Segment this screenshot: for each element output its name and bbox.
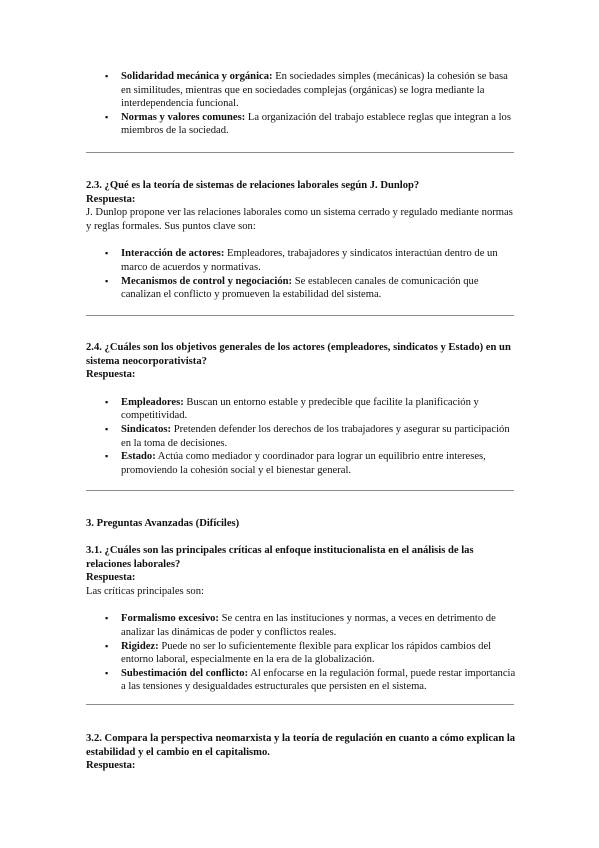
list-item-text: Pretenden defender los derechos de los trabajadores y asegurar su participación en la toma de decisiones. (121, 423, 510, 449)
question-2-3 (86, 179, 516, 302)
list-item-text: Al enfocarse en la regulación formal, puede restar importancia a las tensiones y desigualdades estructurales que persisten en el sistema. (121, 667, 516, 693)
list-item (86, 111, 516, 138)
list-item-text: Empleadores, trabajadores y sindicatos interactúan dentro de un marco de acuerdos y normativas. (121, 248, 498, 273)
list-item-term: Solidaridad mecánica y orgánica: (121, 71, 273, 82)
list-item-term: Interacción de actores: (121, 248, 225, 260)
intro-section (86, 70, 516, 138)
answer-intro: Las críticas principales son: (86, 585, 204, 597)
question-3-2 (86, 732, 516, 773)
question-2-4 (86, 341, 516, 477)
answer-label: Respuesta: (86, 572, 136, 584)
list-item-text: Puede no ser lo suficientemente flexible para explicar los rápidos cambios del entorno laboral, especialmente en la era de la globalización. (121, 640, 492, 666)
intro-list (86, 70, 516, 138)
section-3 (86, 517, 516, 531)
answer-intro: J. Dunlop propone ver las relaciones laborales como un sistema cerrado y regulado mediante normas y reglas formales. Sus puntos clave son: (86, 207, 513, 232)
list-item-term: Sindicatos: (121, 423, 172, 435)
list-item-term: Formalismo excesivo: (121, 613, 219, 625)
list-item (86, 247, 516, 274)
list-item-term: Subestimación del conflicto: (121, 667, 249, 679)
answer-label: Respuesta: (86, 193, 136, 205)
question-title: 3.2. Compara la perspectiva neomarxista y la teoría de regulación en cuanto a cómo explican la estabilidad y el cambio en el capitalismo. (86, 733, 516, 758)
list-item (86, 396, 516, 423)
list-item (86, 667, 516, 694)
question-title: 2.4. ¿Cuáles son los objetivos generales de los actores (empleadores, sindicatos y Estado) en un sistema neocorporativista? (86, 342, 511, 367)
divider (86, 490, 514, 491)
answer-label: Respuesta: (86, 760, 136, 772)
list-item (86, 612, 516, 639)
question-3-1 (86, 544, 516, 694)
question-title: 3.1. ¿Cuáles son las principales críticas al enfoque institucionalista en el análisis de las relaciones laborales? (86, 545, 474, 570)
list-item-term: Mecanismos de control y negociación: (121, 275, 293, 287)
list-item (86, 450, 516, 477)
answer-label: Respuesta: (86, 369, 136, 381)
list-item (86, 275, 516, 302)
divider (86, 704, 514, 705)
divider (86, 315, 514, 316)
answer-list (86, 612, 516, 694)
list-item-term: Rigidez: (121, 640, 159, 652)
list-item (86, 70, 516, 111)
divider (86, 152, 514, 153)
list-item-term: Normas y valores comunes: (121, 111, 246, 123)
list-item (86, 423, 516, 450)
answer-list (86, 247, 516, 301)
list-item-term: Estado: (121, 451, 156, 463)
list-item-text: Se establecen canales de comunicación que canalizan el conflicto y promueven la estabilidad del sistema. (121, 275, 479, 301)
list-item-text: Actúa como mediador y coordinador para lograr un equilibrio entre intereses, promoviendo la cohesión social y el bienestar general. (121, 451, 486, 476)
section-heading: 3. Preguntas Avanzadas (Difíciles) (86, 518, 240, 529)
list-item-text: En sociedades simples (mecánicas) la cohesión se basa en similitudes, mientras que en sociedades complejas (orgánicas) se logra mediante la interdependencia funcional. (121, 71, 508, 110)
question-title: 2.3. ¿Qué es la teoría de sistemas de relaciones laborales según J. Dunlop? (86, 180, 420, 191)
list-item-text: Buscan un entorno estable y predecible que facilite la planificación y competitividad. (121, 396, 479, 422)
answer-list (86, 396, 516, 478)
list-item-text: Se centra en las instituciones y normas, a veces en detrimento de analizar las dinámicas de poder y conflictos reales. (121, 613, 496, 638)
list-item-term: Empleadores: (121, 396, 184, 408)
list-item (86, 640, 516, 667)
list-item-text: La organización del trabajo establece reglas que integran a los miembros de la sociedad. (121, 111, 511, 137)
